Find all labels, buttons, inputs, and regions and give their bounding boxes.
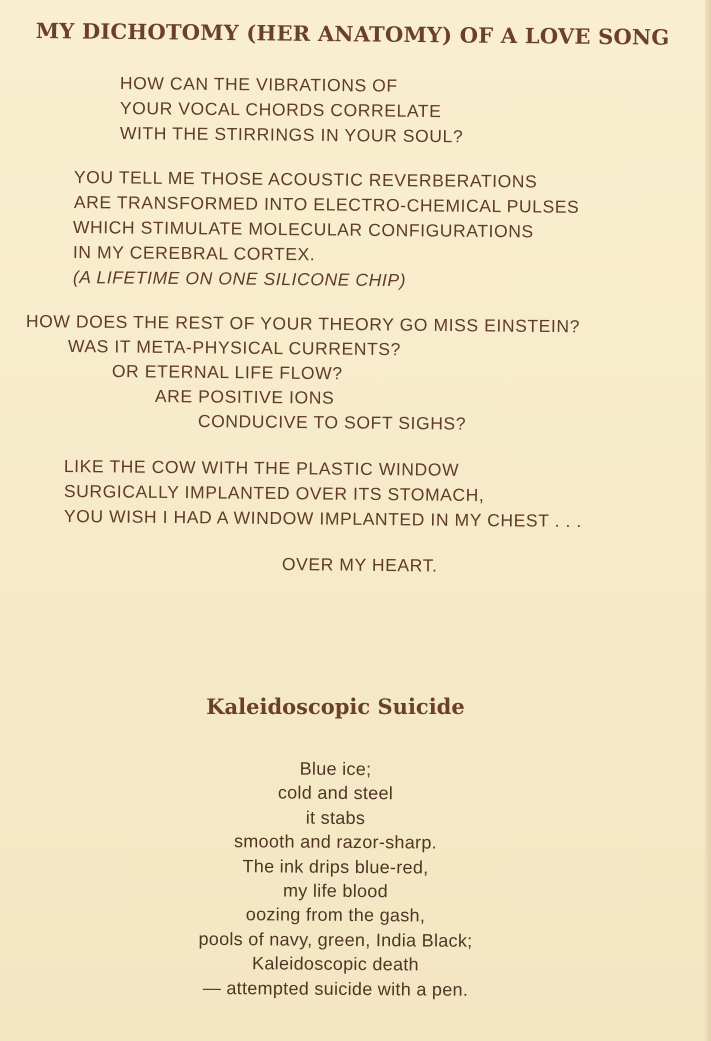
poem2-line: Kaleidoscopic death bbox=[252, 953, 419, 975]
poem1-line: IN MY CEREBRAL CORTEX. bbox=[72, 242, 316, 265]
poem1-line: YOUR VOCAL CHORDS CORRELATE bbox=[119, 98, 442, 122]
poem1-line: OVER MY HEART. bbox=[281, 554, 438, 576]
poem1-title: MY DICHOTOMY (HER ANATOMY) OF A LOVE SONG bbox=[35, 18, 670, 50]
poem1-line: WITH THE STIRRINGS IN YOUR SOUL? bbox=[119, 123, 464, 147]
poem1-line: HOW DOES THE REST OF YOUR THEORY GO MISS EINSTEIN? bbox=[25, 311, 581, 337]
poem1-line: YOU TELL ME THOSE ACOUSTIC REVERBERATIONS bbox=[73, 167, 538, 192]
poem1-line: LIKE THE COW WITH THE PLASTIC WINDOW bbox=[63, 456, 460, 480]
poem1-line: YOU WISH I HAD A WINDOW IMPLANTED IN MY CHEST . . . bbox=[63, 506, 583, 531]
poem1-line: WHICH STIMULATE MOLECULAR CONFIGURATIONS bbox=[72, 217, 534, 242]
poem2-line: it stabs bbox=[305, 807, 366, 828]
poem1-line: WAS IT META-PHYSICAL CURRENTS? bbox=[67, 336, 402, 360]
poem2-line: my life blood bbox=[282, 880, 389, 902]
poem2-line: — attempted suicide with a pen. bbox=[202, 977, 469, 1000]
poem1-line: SURGICALLY IMPLANTED OVER ITS STOMACH, bbox=[63, 481, 485, 506]
poem1-line: ARE POSITIVE IONS bbox=[154, 386, 335, 408]
poem1-line: ARE TRANSFORMED INTO ELECTRO-CHEMICAL PULSES bbox=[73, 192, 580, 217]
poem2-line: The ink drips blue-red, bbox=[242, 855, 429, 878]
poem2-line: smooth and razor-sharp. bbox=[233, 831, 438, 853]
poem2-body bbox=[0, 757, 711, 1001]
poem1-line: HOW CAN THE VIBRATIONS OF bbox=[119, 73, 398, 96]
poem1-line: OR ETERNAL LIFE FLOW? bbox=[111, 361, 343, 384]
poem1-line: (A LIFETIME ON ONE SILICONE CHIP) bbox=[72, 267, 407, 291]
poem2-line: cold and steel bbox=[277, 782, 394, 804]
poem2-line: pools of navy, green, India Black; bbox=[198, 928, 473, 951]
poem1-line: CONDUCIVE TO SOFT SIGHS? bbox=[197, 411, 467, 434]
poem2-title: Kaleidoscopic Suicide bbox=[206, 694, 465, 719]
poem2-line: oozing from the gash, bbox=[245, 904, 426, 926]
poem2-line: Blue ice; bbox=[299, 758, 372, 780]
